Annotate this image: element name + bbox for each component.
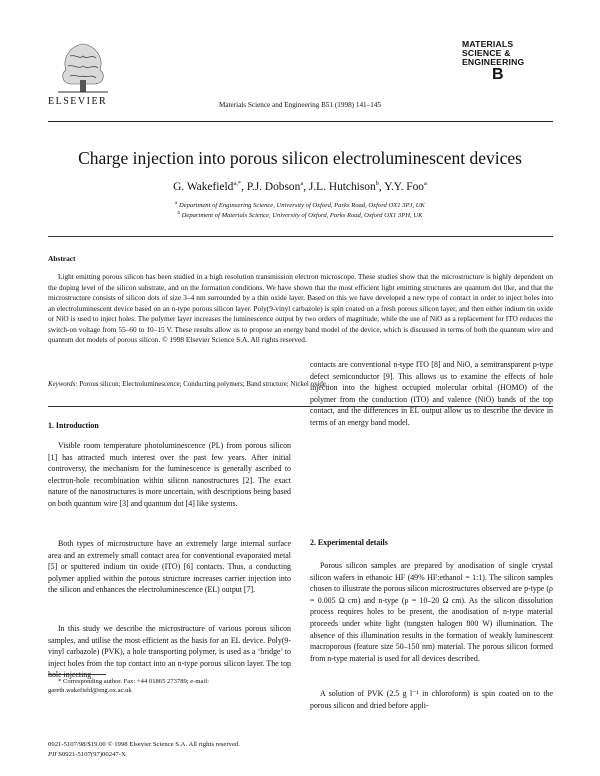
journal-logo-line-2: SCIENCE & bbox=[462, 48, 511, 58]
journal-logo-line-1: MATERIALS bbox=[462, 39, 514, 49]
author-4: Y.Y. Foo$^a$ bbox=[384, 180, 427, 193]
header-rule bbox=[48, 121, 553, 122]
affiliation-a: $^a$ Department of Engineering Science, University of Oxford, Parks Road, Oxford OX1 3PJ, UK bbox=[175, 201, 425, 210]
article-title: Charge injection into porous silicon electroluminescent devices bbox=[78, 148, 522, 168]
author-2: P.J. Dobson$^a$, bbox=[246, 180, 309, 193]
footnote-line-1: * Corresponding author. Fax: +44 01865 273789; e-mail: bbox=[58, 678, 209, 685]
author-1: G. Wakefield$^{a,*}$, bbox=[173, 180, 247, 193]
copyright-line: 0921-5107/98/$19.00 © 1998 Elsevier Science S.A. All rights reserved. bbox=[48, 741, 240, 748]
footnote-rule bbox=[48, 674, 106, 675]
journal-logo-letter: B bbox=[492, 66, 504, 83]
publisher-name: ELSEVIER bbox=[48, 96, 108, 107]
abstract-top-rule bbox=[48, 236, 553, 237]
abstract-text: Light emitting porous silicon has been studied in a high resolution transmission electron microscope. These studies show that the microstructure is highly dependent on the doping level of the silicon substrate, and on the formation conditions. We have shown that the most efficient light emitting structures are quantum dot like, and that the microstructure consists of silicon dots of size 3–4 nm surrounded by a thin oxide layer. Based on this we have developed a new type of contact in order to inject holes into an electroluminescent device based on an n-type porous silicon layer. Poly(9-vinyl carbazole) is spin coated on a fresh porous silicon layer, and then either indium tin oxide or NiO is used to inject holes. The polymer layer increases the luminescence output by two orders of magnitude, while the use of NiO as a replacement for ITO reduces the switch-on voltage from 55–60 to 10–15 V. These results allow us to propose an energy band model of the device, which is discussed in terms of both the quantum wire and quantum dot models of porous silicon. © 1998 Elsevier Science S.A. All rights reserved. bbox=[48, 272, 553, 344]
author-list bbox=[0, 180, 600, 193]
section-2-heading: 2. Experimental details bbox=[310, 538, 388, 547]
footnote-email: gareth.wakefield@eng.ox.ac.uk bbox=[48, 687, 132, 695]
keywords: Keywords: Porous silicon; Electroluminescence; Conducting polymers; Band structure; Nickel oxide bbox=[48, 381, 326, 388]
intro-paragraph-3: In this study we describe the microstructure of various porous silicon samples, and utilise the most efficient as the basis for an EL device. Poly(9-vinyl carbazole) (PVK), a hole transporting polymer, is used as a ‘bridge’ to inject holes from the top contact into an n-type porous silicon layer. The top hole injecting bbox=[48, 624, 291, 680]
affiliation-b: $^b$ Department of Materials Science, University of Oxford, Parks Road, Oxford OX1 3PH, UK bbox=[177, 211, 423, 220]
experimental-paragraph-1: Porous silicon samples are prepared by anodisation of single crystal silicon wafers in ethanoic HF (49% HF:ethanol = 1:1). The silicon samples chosen to illustrate the porous silicon microstructures observed are p-type (ρ = 0.005 Ω cm) and n-type (ρ = 10–20 Ω cm). As the silicon dissolution process requires holes to be present, the anodisation of n-type material proceeds under white light (tungsten halogen 800 W) illumination. The absence of this illumination results in the formation of weakly luminescent macroporous (feature size 50–150 nm) material. The porous silicon formed from n-type material is used for all devices described. bbox=[310, 561, 553, 663]
intro-paragraph-4: contacts are conventional n-type ITO [8] and NiO, a semitransparent p-type defect semiconductor [9]. This allows us to examine the effects of hole injection into the highest occupied molecular orbital (HOMO) of the polymer from the conduction (ITO) and valence (NiO) bands of the top contact, and the differences in EL output allow us to describe the device in terms of an energy band model. bbox=[310, 360, 553, 427]
intro-paragraph-1: Visible room temperature photoluminescence (PL) from porous silicon [1] has attracted much interest over the past few years. After initial controversy, the mechanism for the luminescence is generally ascribed to electron-hole recombination within silicon nanostructures [2]. The exact nature of the nanostructures is more uncertain, with descriptions being based on both quantum wire [3] and quantum dot [4] like systems. bbox=[48, 441, 291, 508]
abstract-heading: Abstract bbox=[48, 254, 76, 263]
intro-paragraph-2: Both types of microstructure have an extremely large internal surface area and an extremely small contact area for conventional evaporated metal [5] or sputtered indium tin oxide (ITO) [6] contacts. Thus, a conducting polymer applied within the porous structure increases carrier injection into the silicon and enhances the electroluminescence (EL) output [7]. bbox=[48, 539, 291, 595]
journal-logo bbox=[462, 40, 554, 83]
journal-citation: Materials Science and Engineering B51 (1998) 141–145 bbox=[218, 101, 382, 109]
section-1-heading: 1. Introduction bbox=[48, 421, 99, 430]
experimental-paragraph-2: A solution of PVK (2.5 g l⁻¹ in chloroform) is spin coated on to the porous silicon and dried before appli- bbox=[310, 689, 553, 710]
journal-logo-line-3: ENGINEERING bbox=[462, 57, 525, 67]
pii-line: PII S0921-5107(97)00247-X bbox=[48, 751, 126, 758]
footnote bbox=[48, 677, 291, 696]
author-3: J.L. Hutchison$^b$, bbox=[308, 180, 385, 193]
